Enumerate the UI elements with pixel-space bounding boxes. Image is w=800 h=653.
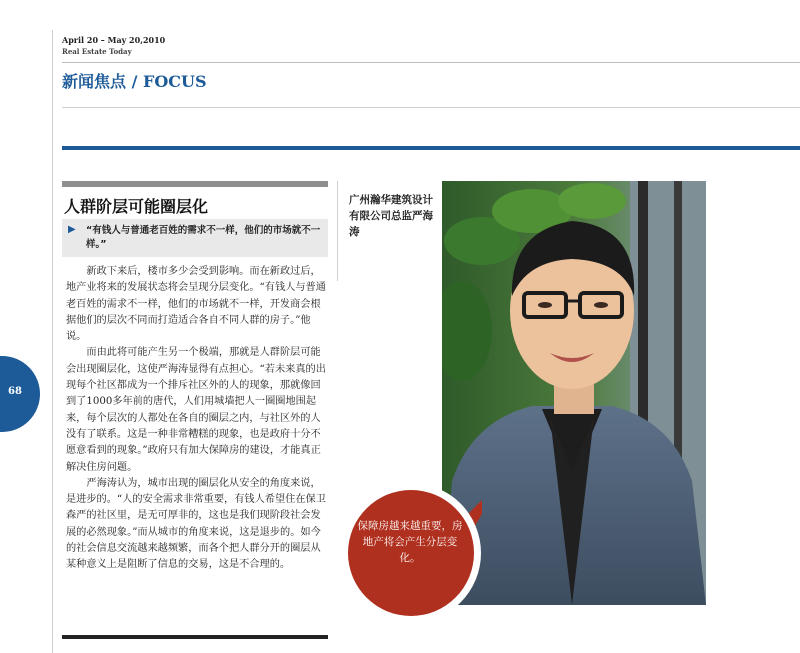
page-number: 68	[8, 386, 22, 397]
section-title: 新闻焦点 / FOCUS	[62, 72, 207, 91]
margin-line	[52, 30, 53, 653]
header-rule	[62, 62, 800, 63]
body-paragraph: 新政下来后，楼市多少会受到影响。而在新政过后，地产业将来的发展状态将会呈现分层变化。“有钱人与普通老百姓的需求不一样，他们的市场就不一样，开发商会根据他们的层次不同而打造适合各自不同人群的房子。”他说。	[66, 266, 326, 343]
triangle-arrow-icon: ▶	[68, 224, 76, 235]
caption-divider	[337, 181, 338, 281]
bubble-quote: 保障房越来越重要，房地产将会产生分层变化。	[357, 520, 463, 564]
article-headline: 人群阶层可能圈层化	[64, 197, 209, 216]
pull-quote: “有钱人与普通老百姓的需求不一样，他们的市场就不一样。”	[86, 225, 321, 250]
article-end-bar	[62, 635, 328, 639]
blue-divider-bar	[62, 146, 800, 150]
section-rule	[62, 107, 800, 108]
headline-bar	[62, 181, 328, 187]
photo-caption: 广州瀚华建筑设计有限公司总监严海涛	[349, 194, 433, 238]
body-paragraph: 严海涛认为，城市出现的圈层化从安全的角度来说，是进步的。“人的安全需求非常重要，有钱人希望住在保卫森严的社区里，是无可厚非的，这也是我们现阶段社会发展的必然现象。”而从城市的角度来说，这是退步的。如今的社会信息交流越来越频繁，而各个把人群分开的圈层从某种意义上是阻断了信息的交易，这是不合理的。	[66, 477, 326, 571]
article-body	[66, 264, 328, 574]
issue-date: April 20 – May 20,2010	[62, 35, 166, 45]
body-paragraph: 而由此将可能产生另一个极端，那就是人群阶层可能会出现圈层化，这使严海涛显得有点担心。“若未来真的出现每个社区都成为一个排斥社区外的人的现象，那就像回到了1000多年前的唐代，人们用城墙把人一圈圈地围起来，每个层次的人都处在各自的圈层之内，与社区外的人没有了联系。这是一种非常糟糕的现象，也是政府十分不愿意看到的现象。”政府只有加大保障房的建设，才能真正解决住房问题。	[66, 347, 326, 473]
publication-name: Real Estate Today	[62, 47, 132, 56]
